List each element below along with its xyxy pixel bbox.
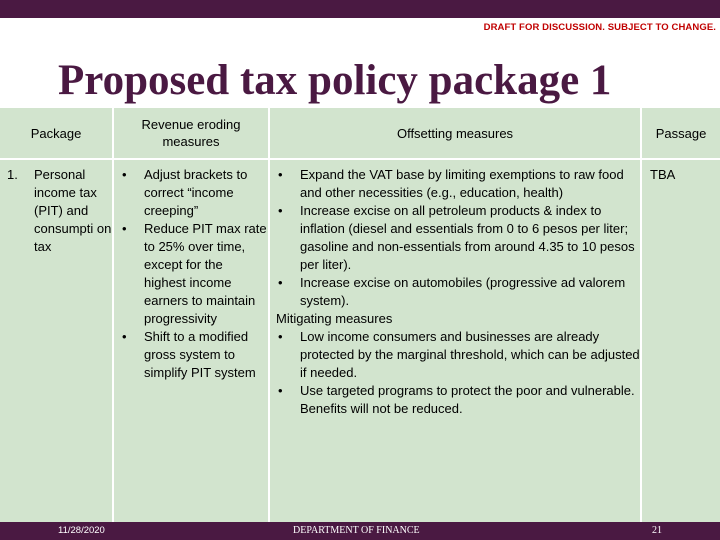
header-revenue-eroding: Revenue eroding measures xyxy=(114,108,268,158)
revenue-eroding-cell xyxy=(114,160,268,522)
bullet-icon: • xyxy=(122,221,127,236)
bullet-icon: • xyxy=(278,329,283,344)
list-item: • Reduce PIT max rate to 25% over time, except for the highest income earners to maintain progressivity xyxy=(122,221,267,326)
bullet-icon: • xyxy=(122,329,127,344)
offsetting-cell xyxy=(270,160,640,522)
bullet-icon: • xyxy=(278,275,283,290)
package-label: Personal income tax (PIT) and consumpti on tax xyxy=(34,167,112,254)
footer-date: 11/28/2020 xyxy=(58,525,105,536)
list-item: • Use targeted programs to protect the poor and vulnerable. Benefits will not be reduced. xyxy=(278,383,635,416)
header-offsetting: Offsetting measures xyxy=(270,108,640,158)
bullet-icon: • xyxy=(278,203,283,218)
list-item: • Adjust brackets to correct “income creeping” xyxy=(122,167,248,218)
package-number: 1. xyxy=(7,167,18,182)
footer-bar xyxy=(0,522,720,540)
list-item: • Shift to a modified gross system to simplify PIT system xyxy=(122,329,256,380)
list-item: • Expand the VAT base by limiting exemptions to raw food and other necessities (e.g., education, health) xyxy=(278,167,624,200)
bullet-icon: • xyxy=(278,167,283,182)
header-package: Package xyxy=(0,108,112,158)
header-passage: Passage xyxy=(642,108,720,158)
package-cell xyxy=(0,160,112,522)
list-item: • Increase excise on all petroleum products & index to inflation (diesel and essentials from 0 to 6 pesos per liter; gasoline and non-essentials from around 4.35 to 10 pesos per liter). xyxy=(278,203,635,272)
footer-department: DEPARTMENT OF FINANCE xyxy=(293,525,420,536)
top-bar xyxy=(0,0,720,18)
slide-title: Proposed tax policy package 1 xyxy=(58,57,612,104)
list-item: • Increase excise on automobiles (progressive ad valorem system). xyxy=(278,275,626,308)
mitigating-measures-heading: Mitigating measures xyxy=(276,311,393,326)
bullet-icon: • xyxy=(122,167,127,182)
page-number: 21 xyxy=(652,525,662,536)
bullet-icon: • xyxy=(278,383,283,398)
package-item xyxy=(0,160,112,256)
passage-cell xyxy=(642,160,720,522)
list-item: • Low income consumers and businesses are already protected by the marginal threshold, which can be adjusted if needed. xyxy=(278,329,640,380)
draft-notice: DRAFT FOR DISCUSSION. SUBJECT TO CHANGE. xyxy=(483,22,716,33)
passage-value: TBA xyxy=(650,167,676,182)
